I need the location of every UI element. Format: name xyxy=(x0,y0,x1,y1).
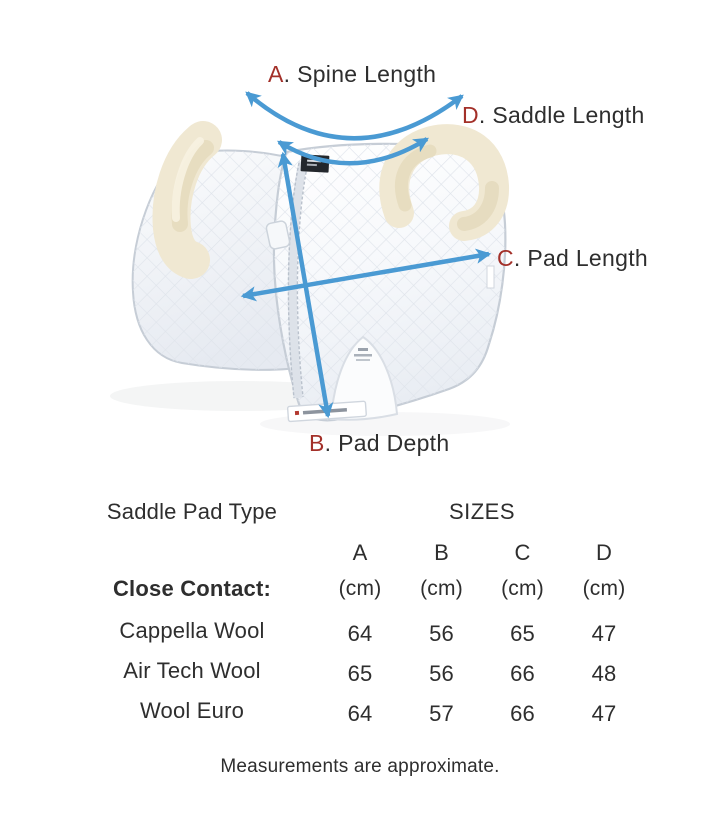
size-value: 64 xyxy=(347,701,373,726)
label-pad-length: C. Pad Length xyxy=(497,245,648,271)
size-value: 48 xyxy=(591,661,617,686)
table-row-air-tech-wool xyxy=(65,655,645,687)
table-header-row xyxy=(65,499,645,525)
label-spine-length: A. Spine Length xyxy=(268,61,437,87)
label-key: D xyxy=(462,102,479,128)
measurements-note: Measurements are approximate. xyxy=(220,756,500,777)
label-saddle-length: D. Saddle Length xyxy=(462,102,645,128)
table-row-cappella-wool xyxy=(65,615,645,647)
label-text: Pad Depth xyxy=(338,430,450,456)
col-header-a: A xyxy=(352,540,368,565)
size-value: 65 xyxy=(347,661,373,686)
type-header: Saddle Pad Type xyxy=(106,499,278,524)
unit-cell: (cm) xyxy=(420,577,463,600)
unit-cell: (cm) xyxy=(338,577,382,600)
label-key: C xyxy=(497,245,514,271)
unit-cell: (cm) xyxy=(501,577,544,600)
size-value: 66 xyxy=(510,661,535,686)
label-text: Pad Length xyxy=(527,245,648,271)
size-value: 56 xyxy=(429,661,454,686)
col-header-c: C xyxy=(514,540,531,565)
label-text: Spine Length xyxy=(297,61,437,87)
column-letters-row xyxy=(65,540,645,566)
size-value: 65 xyxy=(510,621,535,646)
size-value: 57 xyxy=(429,701,454,726)
col-header-d: D xyxy=(595,540,613,565)
label-text: Saddle Length xyxy=(492,102,645,128)
row-label: Cappella Wool xyxy=(119,618,265,643)
girth-strap xyxy=(266,220,291,250)
row-label: Air Tech Wool xyxy=(123,658,261,683)
label-key: A xyxy=(268,61,284,87)
unit-cell: (cm) xyxy=(582,577,626,600)
size-value: 47 xyxy=(591,621,617,646)
label-key: B xyxy=(309,430,325,456)
size-value: 56 xyxy=(429,621,454,646)
group-label: Close Contact: xyxy=(112,576,272,601)
unit-row xyxy=(65,576,645,602)
row-label: Wool Euro xyxy=(139,698,245,723)
sizes-header: SIZES xyxy=(448,499,516,524)
size-value: 64 xyxy=(347,621,373,646)
label-pad-depth: B. Pad Depth xyxy=(309,430,450,456)
size-value: 66 xyxy=(510,701,535,726)
size-value: 47 xyxy=(591,701,617,726)
col-header-b: B xyxy=(434,540,449,565)
table-row-wool-euro xyxy=(65,695,645,727)
side-tag xyxy=(487,266,494,288)
